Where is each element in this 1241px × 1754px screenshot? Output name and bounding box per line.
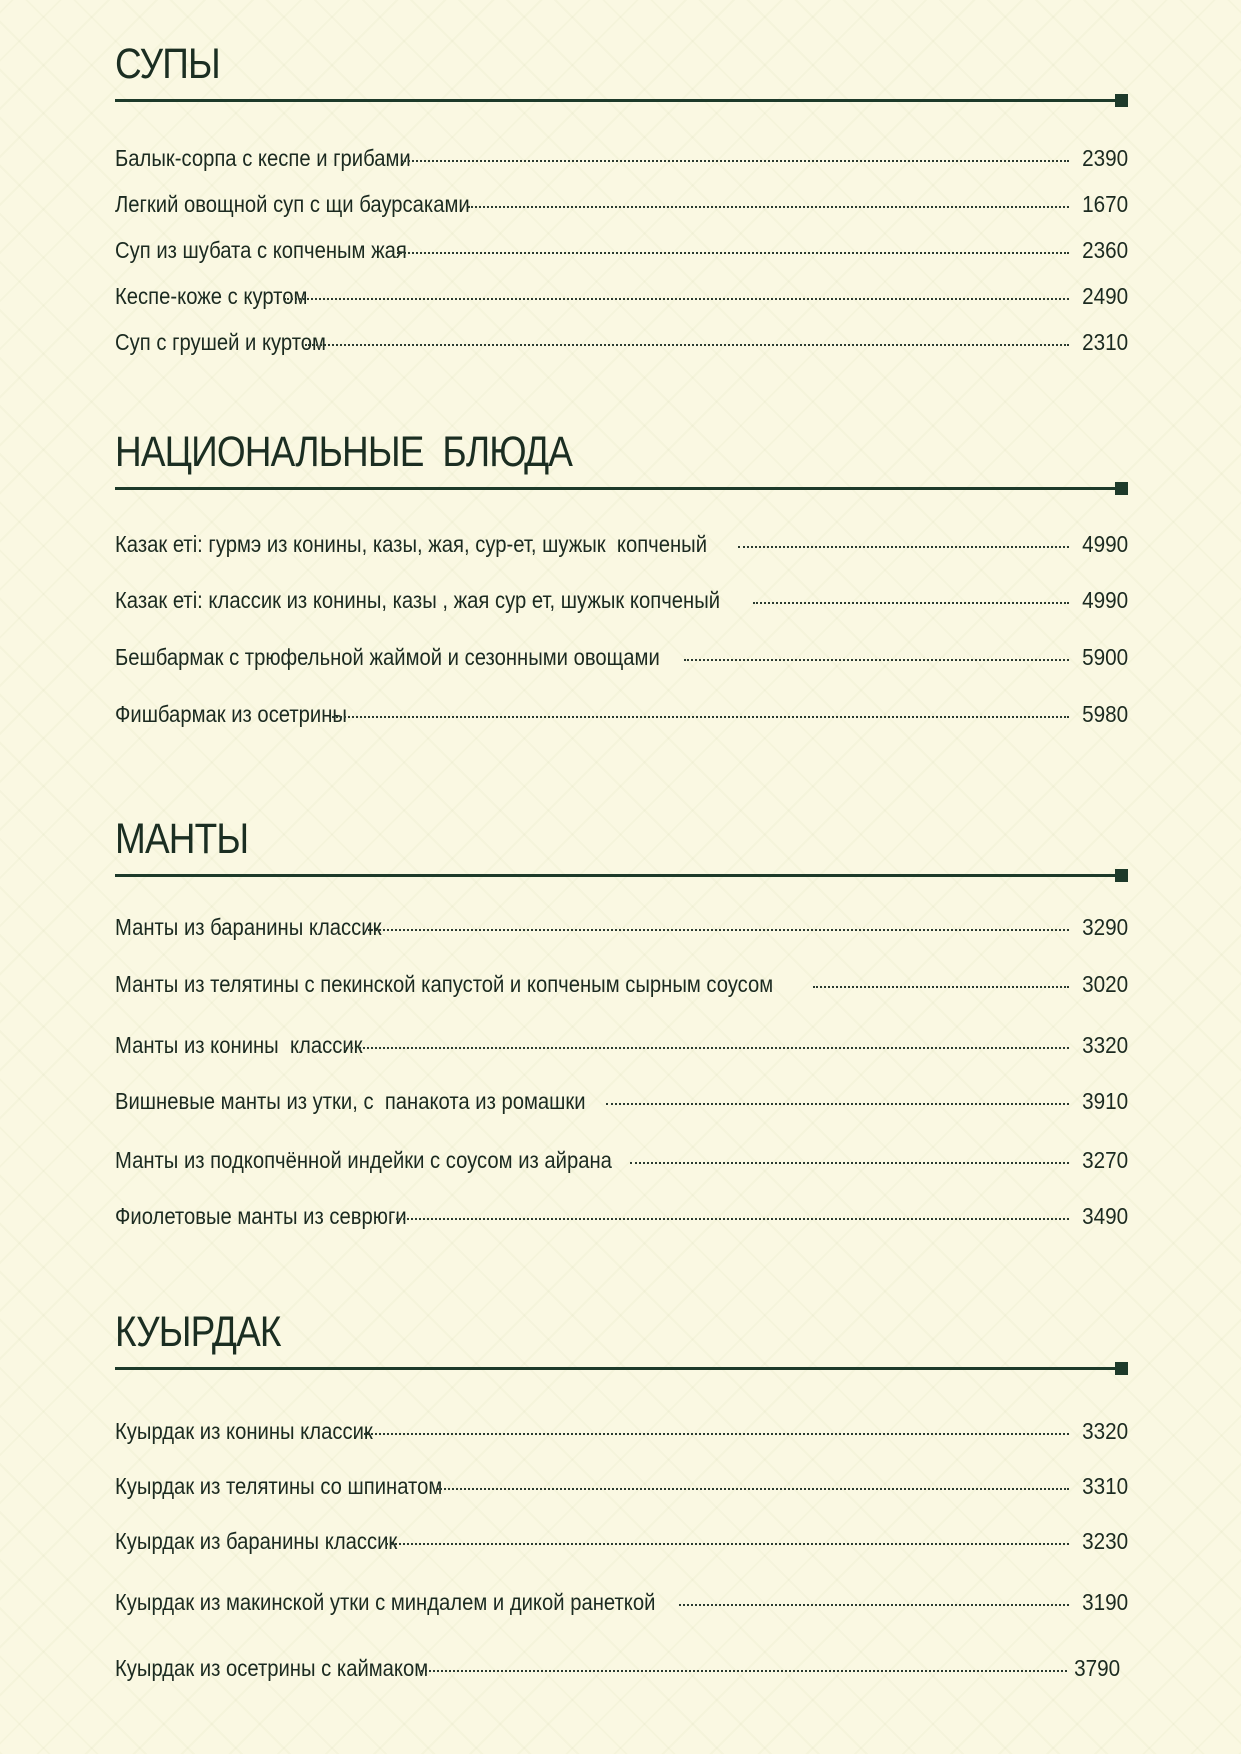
menu-item	[115, 701, 1128, 731]
menu-item	[115, 283, 1128, 313]
menu-item-name: Куырдак из баранины классик	[115, 1528, 398, 1554]
menu-item-price: 2390	[1081, 145, 1128, 171]
menu-item-name: Легкий овощной суп с щи баурсаками	[115, 191, 470, 217]
menu-item	[115, 644, 1128, 674]
menu-item	[115, 1655, 1120, 1685]
dot-leader	[813, 986, 1069, 988]
dot-leader	[396, 1218, 1068, 1220]
menu-item-name: Суп с грушей и куртом	[115, 329, 326, 355]
menu-item	[115, 329, 1128, 359]
menu-item-name: Казак еті: классик из конины, казы , жая сур ет, шужык копченый	[115, 587, 721, 613]
menu-item-name: Балык-сорпа с кеспе и грибами	[115, 145, 411, 171]
menu-item	[115, 531, 1128, 561]
dot-leader	[397, 252, 1069, 254]
dot-leader	[437, 1488, 1069, 1490]
menu-item-price: 3320	[1081, 1418, 1128, 1444]
menu-item-price: 3910	[1081, 1088, 1128, 1114]
menu-item-name: Куырдак из конины классик	[115, 1418, 379, 1444]
dot-leader	[329, 716, 1069, 718]
menu-item-price: 3790	[1073, 1655, 1120, 1681]
section-title: МАНТЫ	[115, 815, 249, 863]
dot-leader	[346, 1047, 1069, 1049]
menu-item	[115, 1088, 1128, 1118]
menu-item-name: Фиолетовые манты из севрюги	[115, 1203, 407, 1229]
dot-leader	[468, 206, 1069, 208]
menu-item	[115, 1418, 1128, 1448]
dot-leader	[679, 1604, 1069, 1606]
menu-item-name: Суп из шубата с копченым жая	[115, 237, 407, 263]
dot-leader	[606, 1103, 1069, 1105]
menu-item-price: 2310	[1081, 329, 1128, 355]
menu-item	[115, 1203, 1128, 1233]
menu-item-name: Куырдак из макинской утки с миндалем и дикой ранеткой	[115, 1589, 656, 1615]
menu-item-name: Манты из конины классик	[115, 1032, 363, 1058]
dot-leader	[753, 602, 1069, 604]
dot-leader	[368, 929, 1069, 931]
menu-item	[115, 971, 1128, 1001]
menu-item-price: 3310	[1081, 1473, 1128, 1499]
section-divider	[115, 874, 1115, 877]
menu-item-price: 2360	[1081, 237, 1128, 263]
menu-item-price: 5900	[1081, 644, 1128, 670]
section-divider	[115, 1367, 1115, 1370]
menu-item	[115, 145, 1128, 175]
menu-item-name: Кеспе-коже с куртом	[115, 283, 308, 309]
menu-item	[115, 1032, 1128, 1062]
section-divider	[115, 99, 1115, 102]
menu-item-name: Казак еті: гурмэ из конины, казы, жая, сур-ет, шужык копченый	[115, 531, 708, 557]
menu-item-price: 3230	[1081, 1528, 1128, 1554]
dot-leader	[284, 298, 1069, 300]
section-national-dishes	[115, 426, 1128, 490]
menu-item	[115, 191, 1128, 221]
section-soups	[115, 38, 1128, 102]
menu-item-price: 3490	[1081, 1203, 1128, 1229]
menu-item-name: Бешбармак с трюфельной жаймой и сезонными овощами	[115, 644, 660, 670]
section-title: НАЦИОНАЛЬНЫЕ БЛЮДА	[115, 428, 573, 476]
section-divider	[115, 487, 1115, 490]
menu-item-name: Куырдак из телятины со шпинатом	[115, 1473, 443, 1499]
section-kuyrdak	[115, 1306, 1128, 1370]
menu-item	[115, 914, 1128, 944]
dot-leader	[364, 1433, 1069, 1435]
menu-item	[115, 587, 1128, 617]
menu-item-name: Манты из телятины с пекинской капустой и копченым сырным соусом	[115, 971, 774, 997]
menu-item-price: 3020	[1081, 971, 1128, 997]
dot-leader	[738, 546, 1069, 548]
section-manty	[115, 813, 1128, 877]
menu-item-name: Манты из баранины классик	[115, 914, 382, 940]
menu-item	[115, 1473, 1128, 1503]
menu-item-price: 4990	[1081, 531, 1128, 557]
menu-item-price: 4990	[1081, 587, 1128, 613]
menu-item-price: 2490	[1081, 283, 1128, 309]
menu-item-price: 3320	[1081, 1032, 1128, 1058]
menu-item-name: Куырдак из осетрины с каймаком	[115, 1655, 429, 1681]
menu-item	[115, 1147, 1128, 1177]
menu-item-name: Вишневые манты из утки, с панакота из ромашки	[115, 1088, 592, 1114]
section-title: КУЫРДАК	[115, 1308, 281, 1356]
menu-item-price: 3290	[1081, 914, 1128, 940]
dot-leader	[386, 1543, 1069, 1545]
menu-item-price: 3270	[1081, 1147, 1128, 1173]
menu-item	[115, 237, 1128, 267]
menu-item	[115, 1589, 1128, 1619]
menu-item-price: 3190	[1081, 1589, 1128, 1615]
dot-leader	[305, 344, 1069, 346]
dot-leader	[421, 1670, 1067, 1672]
menu-item-price: 5980	[1081, 701, 1128, 727]
dot-leader	[401, 160, 1069, 162]
menu-item	[115, 1528, 1128, 1558]
dot-leader	[684, 659, 1069, 661]
section-title: СУПЫ	[115, 40, 220, 88]
dot-leader	[630, 1162, 1069, 1164]
menu-item-price: 1670	[1081, 191, 1128, 217]
menu-item-name: Фишбармак из осетрины	[115, 701, 347, 727]
menu-item-name: Манты из подкопчённой индейки с соусом из айрана	[115, 1147, 612, 1173]
